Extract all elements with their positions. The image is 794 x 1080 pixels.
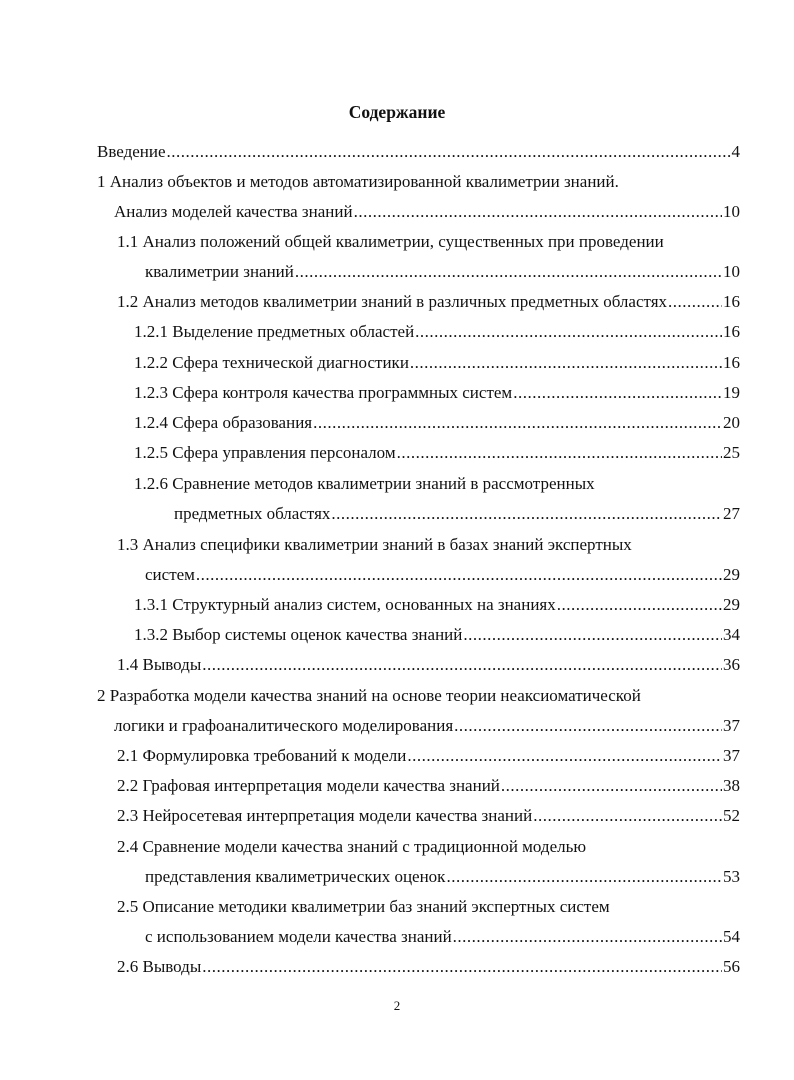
toc-entry <box>114 202 740 222</box>
toc-entry-text: 1.4 Выводы <box>117 655 202 674</box>
toc-entry-page: 25 <box>723 443 740 462</box>
toc-entry-text: логики и графоаналитического моделирования <box>114 716 454 735</box>
toc-leader-dots <box>331 504 722 524</box>
toc-leader-dots <box>446 867 722 887</box>
toc-entry-page: 52 <box>723 806 740 825</box>
toc-entry-page: 10 <box>723 262 740 281</box>
toc-leader-dots <box>463 625 722 645</box>
toc-entry-page: 38 <box>723 776 740 795</box>
toc-leader-dots <box>410 353 722 373</box>
toc-entry-page: 37 <box>723 746 740 765</box>
toc-entry <box>134 625 740 645</box>
page-title: Содержание <box>348 102 446 122</box>
toc-entry-page: 56 <box>723 957 740 976</box>
toc-entry-page: 20 <box>723 413 740 432</box>
toc-entry-page: 29 <box>723 595 740 614</box>
toc-entry <box>117 776 740 796</box>
toc-entry-page: 27 <box>723 504 740 523</box>
toc-entry <box>134 413 740 433</box>
toc-entry <box>134 474 595 494</box>
page-number: 2 <box>393 998 401 1013</box>
toc-entry-text: систем <box>145 565 195 584</box>
toc-entry <box>97 686 641 706</box>
toc-entry-text: представления квалиметрических оценок <box>145 867 446 886</box>
toc-entry <box>117 806 740 826</box>
toc-leader-dots <box>196 565 722 585</box>
toc-entry-text: 1.2 Анализ методов квалиметрии знаний в различных предметных областях <box>117 292 668 311</box>
toc-entry <box>117 837 586 857</box>
toc-entry-text: 2.2 Графовая интерпретация модели качества знаний <box>117 776 500 795</box>
toc-leader-dots <box>513 383 722 403</box>
toc-leader-dots <box>354 202 722 222</box>
toc-entry <box>134 443 740 463</box>
toc-entry-page: 19 <box>723 383 740 402</box>
toc-entry <box>97 142 740 162</box>
toc-leader-dots <box>557 595 722 615</box>
toc-entry-text: 1.1 Анализ положений общей квалиметрии, существенных при проведении <box>117 232 664 251</box>
toc-entry <box>117 746 740 766</box>
toc-entry <box>145 867 740 887</box>
toc-entry-text: 1.2.6 Сравнение методов квалиметрии знаний в рассмотренных <box>134 474 595 493</box>
toc-entry <box>117 655 740 675</box>
toc-entry-text: Введение <box>97 142 166 161</box>
toc-entry-text: 1.3.2 Выбор системы оценок качества знаний <box>134 625 463 644</box>
toc-entry <box>134 322 740 342</box>
toc-entry-text: 1.2.1 Выделение предметных областей <box>134 322 415 341</box>
toc-leader-dots <box>202 655 722 675</box>
toc-entry <box>134 353 740 373</box>
toc-entry <box>134 595 740 615</box>
toc-entry <box>145 927 740 947</box>
toc-entry-text: 1.3.1 Структурный анализ систем, основанных на знаниях <box>134 595 556 614</box>
toc-entry-page: 37 <box>723 716 740 735</box>
toc-entry-text: 1.2.3 Сфера контроля качества программных систем <box>134 383 513 402</box>
toc-entry <box>117 897 610 917</box>
toc-leader-dots <box>533 806 722 826</box>
toc-entry <box>145 565 740 585</box>
toc-entry-text: 1.2.4 Сфера образования <box>134 413 313 432</box>
toc-entry-page: 16 <box>723 322 740 341</box>
toc-entry-text: квалиметрии знаний <box>145 262 294 281</box>
toc-leader-dots <box>415 322 722 342</box>
toc-entry-text: 2.6 Выводы <box>117 957 202 976</box>
toc-entry-text: 2.3 Нейросетевая интерпретация модели качества знаний <box>117 806 533 825</box>
toc-entry-page: 54 <box>723 927 740 946</box>
toc-leader-dots <box>668 292 722 312</box>
toc-leader-dots <box>167 142 731 162</box>
toc-entry-page: 16 <box>723 292 740 311</box>
toc-entry <box>117 232 664 252</box>
toc-leader-dots <box>454 716 722 736</box>
toc-entry <box>174 504 740 524</box>
toc-entry-text: 2.5 Описание методики квалиметрии баз знаний экспертных систем <box>117 897 610 916</box>
toc-entry <box>117 957 740 977</box>
toc-leader-dots <box>313 413 722 433</box>
toc-entry-page: 34 <box>723 625 740 644</box>
toc-entry-text: 1.3 Анализ специфики квалиметрии знаний в базах знаний экспертных <box>117 535 632 554</box>
toc-entry-page: 4 <box>731 142 740 161</box>
toc-entry-page: 16 <box>723 353 740 372</box>
toc-entry-page: 36 <box>723 655 740 674</box>
toc-entry-text: 1.2.2 Сфера технической диагностики <box>134 353 409 372</box>
toc-entry-page: 29 <box>723 565 740 584</box>
toc-entry-text: с использованием модели качества знаний <box>145 927 452 946</box>
toc-leader-dots <box>202 957 722 977</box>
toc-entry-text: предметных областях <box>174 504 331 523</box>
toc-entry-page: 10 <box>723 202 740 221</box>
toc-entry-text: Анализ моделей качества знаний <box>114 202 353 221</box>
toc-leader-dots <box>501 776 722 796</box>
toc-entry-text: 2 Разработка модели качества знаний на основе теории неаксиоматической <box>97 686 641 705</box>
toc-entry <box>114 716 740 736</box>
toc-entry-text: 1 Анализ объектов и методов автоматизированной квалиметрии знаний. <box>97 172 619 191</box>
toc-entry <box>145 262 740 282</box>
toc-entry-page: 53 <box>723 867 740 886</box>
toc-entry <box>117 292 740 312</box>
toc-leader-dots <box>407 746 722 766</box>
toc-leader-dots <box>397 443 722 463</box>
toc-entry <box>117 535 632 555</box>
toc-entry <box>97 172 619 192</box>
toc-leader-dots <box>453 927 722 947</box>
toc-entry-text: 2.1 Формулировка требований к модели <box>117 746 407 765</box>
toc-entry <box>134 383 740 403</box>
toc-entry-text: 2.4 Сравнение модели качества знаний с традиционной моделью <box>117 837 587 856</box>
toc-entry-text: 1.2.5 Сфера управления персоналом <box>134 443 396 462</box>
toc-leader-dots <box>295 262 722 282</box>
